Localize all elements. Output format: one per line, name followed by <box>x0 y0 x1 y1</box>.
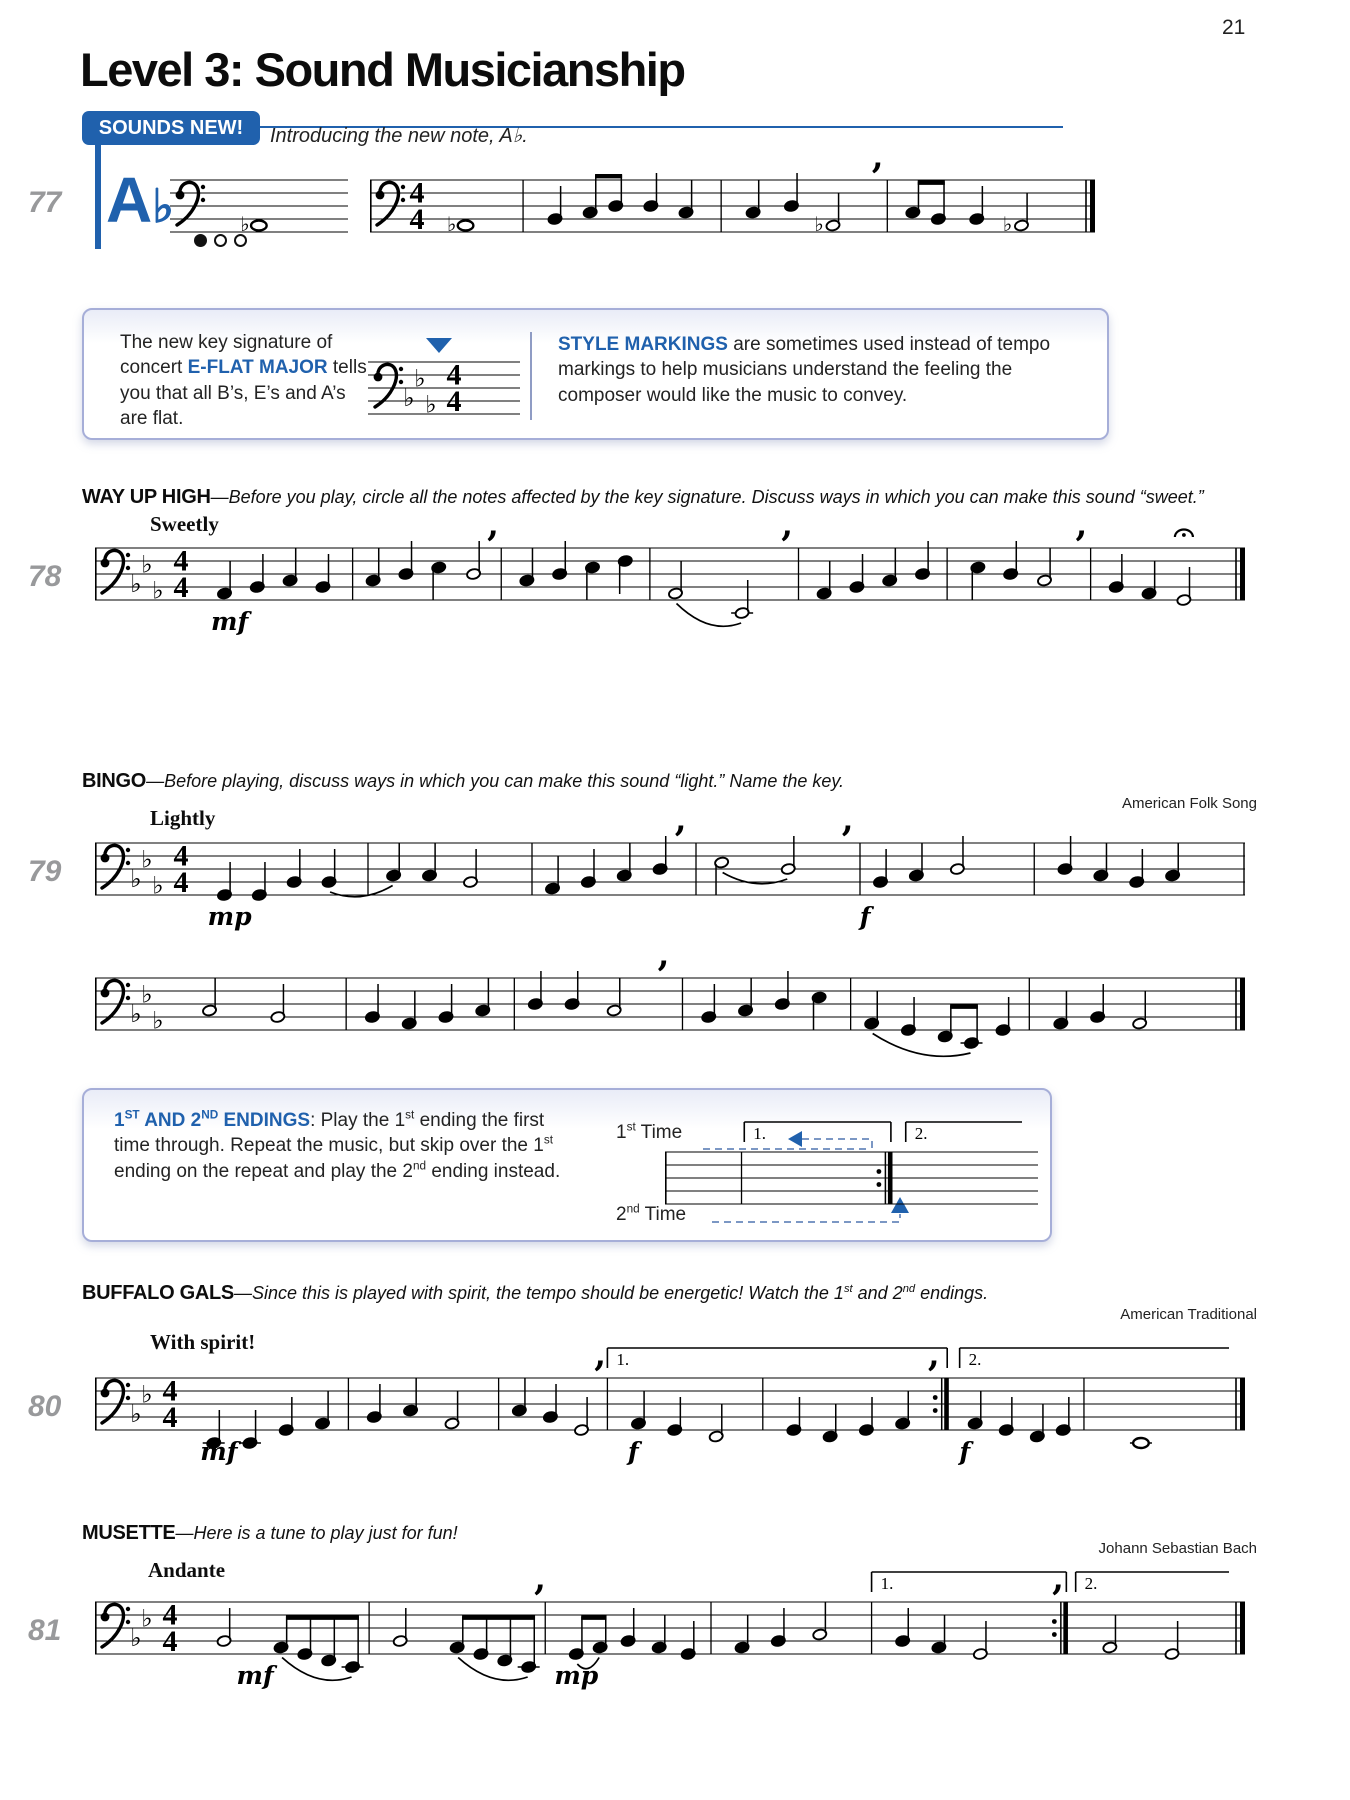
svg-text:f: f <box>959 1437 971 1466</box>
music-system-ex81 <box>95 1554 1245 1710</box>
music-system-ex79-line1 <box>95 795 1245 951</box>
b1-sup: st <box>405 1108 415 1122</box>
svg-text:,: , <box>781 505 794 545</box>
style-markings-highlight: STYLE MARKINGS <box>558 334 728 355</box>
b2-sup: st <box>543 1134 553 1148</box>
svg-text:1.: 1. <box>616 1350 630 1369</box>
style-markings-text <box>558 332 1086 408</box>
svg-text:4: 4 <box>173 839 189 873</box>
svg-text:♭: ♭ <box>403 384 415 412</box>
svg-text:,: , <box>1075 505 1088 545</box>
exercise-heading-80 <box>82 1282 1262 1305</box>
svg-text:♭: ♭ <box>152 576 164 605</box>
svg-text:,: , <box>871 137 884 177</box>
svg-text:mp: mp <box>207 902 252 931</box>
sounds-new-bracket <box>95 143 101 249</box>
page-title: Level 3: Sound Musicianship <box>80 43 685 96</box>
music-system-ex77-new-note-staff <box>170 132 348 288</box>
music-system-ex78 <box>95 500 1245 656</box>
b3-sup: nd <box>412 1159 427 1173</box>
style-markings-post: are sometimes used instead of tempo markings to help musicians understand the feeling the composer would like the music to convey. <box>558 334 1051 406</box>
exercise-heading-79 <box>82 770 1262 793</box>
svg-text:♭: ♭ <box>1002 212 1013 236</box>
svg-text:♭: ♭ <box>141 980 153 1009</box>
svg-text:♭: ♭ <box>130 1400 142 1428</box>
exercise-instruction: —Before playing, discuss ways in which you can make this sound “light.” Name the key. <box>146 771 845 791</box>
svg-text:4: 4 <box>446 358 462 392</box>
svg-text:1.: 1. <box>880 1574 894 1593</box>
svg-text:mf: mf <box>211 607 249 636</box>
music-system-ex80 <box>95 1330 1245 1486</box>
svg-text:♭: ♭ <box>152 1006 164 1035</box>
b2: ending the first time through. Repeat the music, but skip over the 1 <box>114 1110 545 1157</box>
h2-sup: ND <box>201 1108 219 1122</box>
svg-text:♭: ♭ <box>814 212 824 236</box>
endings-highlight <box>114 1110 310 1131</box>
new-note-label <box>106 164 174 236</box>
key-name-highlight: E-FLAT MAJOR <box>187 357 328 379</box>
svg-text:4: 4 <box>409 176 425 210</box>
svg-text:♭: ♭ <box>152 871 164 900</box>
svg-text:♭: ♭ <box>425 390 437 419</box>
music-system-ex79-line2 <box>95 930 1245 1086</box>
svg-text:,: , <box>1052 1559 1064 1599</box>
svg-text:♭: ♭ <box>130 1624 142 1652</box>
svg-text:,: , <box>534 1559 546 1599</box>
svg-text:4: 4 <box>162 1625 178 1658</box>
exercise-number-79: 79 <box>28 855 62 888</box>
svg-text:,: , <box>657 935 670 975</box>
svg-text:♭: ♭ <box>141 1380 153 1409</box>
svg-text:,: , <box>927 1335 940 1375</box>
tempo-marking-80: With spirit! <box>150 1330 256 1354</box>
svg-text:4: 4 <box>409 203 425 236</box>
exercise-title: BINGO <box>82 770 147 792</box>
exercise-instruction: —Here is a tune to play just for fun! <box>175 1523 458 1543</box>
svg-text:♭: ♭ <box>130 570 142 598</box>
exercise-number-80: 80 <box>28 1390 62 1423</box>
svg-text:4: 4 <box>162 1374 178 1408</box>
key-text-post: tells you that all B’s, E’s and A’s are flat. <box>120 357 367 430</box>
exercise-title: MUSETTE <box>82 1522 176 1544</box>
svg-text:2.: 2. <box>968 1350 982 1369</box>
page-number: 21 <box>1222 16 1246 39</box>
music-system-ex77-main <box>370 132 1095 288</box>
svg-text:f: f <box>627 1437 639 1466</box>
svg-text:4: 4 <box>162 1598 178 1632</box>
i1: —Since this is played with spirit, the tempo should be energetic! Watch the 1 <box>233 1283 844 1303</box>
exercise-title: BUFFALO GALS <box>82 1282 234 1304</box>
sounds-new-badge: SOUNDS NEW! <box>82 111 260 145</box>
svg-text:f: f <box>859 902 871 931</box>
svg-text:♭: ♭ <box>141 1604 153 1633</box>
exercise-instruction: —Before you play, circle all the notes affected by the key signature. Discuss ways in which you can make this sound “sweet.” <box>210 487 1204 507</box>
svg-text:2.: 2. <box>1084 1574 1098 1593</box>
svg-text:4: 4 <box>173 544 189 578</box>
key-text-pre: The new key signature of concert <box>120 332 333 379</box>
svg-text:♭: ♭ <box>130 865 142 893</box>
t1: 1 <box>616 1122 627 1143</box>
svg-text:4: 4 <box>446 385 462 418</box>
svg-text:1.: 1. <box>753 1124 767 1143</box>
song-credit-80: American Traditional <box>1120 1306 1257 1323</box>
note-letter: A <box>106 164 153 236</box>
key-signature-text <box>120 330 372 432</box>
svg-text:♭: ♭ <box>414 364 426 393</box>
svg-text:2.: 2. <box>914 1124 928 1143</box>
svg-text:♭: ♭ <box>141 845 153 874</box>
svg-text:,: , <box>841 800 854 840</box>
t1b: Time <box>635 1122 683 1143</box>
b3: ending on the repeat and play the 2 <box>114 1160 413 1182</box>
exercise-number-77: 77 <box>28 186 62 219</box>
b1: : Play the 1 <box>310 1110 406 1131</box>
exercise-title: WAY UP HIGH <box>82 486 211 508</box>
i3: endings. <box>915 1283 989 1303</box>
exercise-number-81: 81 <box>28 1614 62 1647</box>
tempo-marking-79: Lightly <box>150 806 216 830</box>
music-system-endings-diagram-staff <box>665 1104 1038 1260</box>
svg-text:♭: ♭ <box>141 550 153 579</box>
svg-text:♭: ♭ <box>446 212 457 236</box>
t1-sup: st <box>626 1120 636 1134</box>
exercise-number-78: 78 <box>28 560 62 593</box>
svg-text:4: 4 <box>173 866 189 899</box>
flat-sign: ♭ <box>152 180 174 232</box>
sounds-new-intro: Introducing the new note, A♭. <box>270 125 528 147</box>
svg-text:♭: ♭ <box>130 1000 142 1028</box>
h1: 1 <box>114 1110 125 1131</box>
music-system-info-box-staff <box>368 314 520 470</box>
endings-text <box>114 1108 574 1184</box>
svg-text:,: , <box>674 800 687 840</box>
info-box-divider <box>530 332 532 420</box>
i2: and 2 <box>852 1283 903 1303</box>
svg-text:4: 4 <box>162 1401 178 1434</box>
i1-sup: st <box>843 1283 853 1295</box>
t2b: Time <box>639 1204 687 1225</box>
song-credit-81: Johann Sebastian Bach <box>1098 1540 1257 1557</box>
svg-text:,: , <box>487 505 499 545</box>
h1-sup: ST <box>124 1108 140 1122</box>
svg-text:mf: mf <box>236 1661 274 1690</box>
song-credit-79: American Folk Song <box>1121 795 1257 812</box>
tempo-marking-81: Andante <box>148 1558 226 1582</box>
t2: 2 <box>616 1204 627 1225</box>
svg-text:,: , <box>594 1335 607 1375</box>
tempo-marking-78: Sweetly <box>150 512 219 536</box>
key-signature-info-box <box>82 308 1109 440</box>
svg-text:4: 4 <box>173 571 189 604</box>
svg-text:mp: mp <box>554 1661 599 1690</box>
h2: AND 2 <box>139 1110 202 1131</box>
svg-text:♭: ♭ <box>240 212 250 236</box>
h3: ENDINGS <box>218 1110 311 1131</box>
b4: ending instead. <box>426 1160 561 1182</box>
i2-sup: nd <box>902 1283 916 1295</box>
exercise-instruction <box>234 1283 988 1303</box>
t2-sup: nd <box>626 1202 640 1216</box>
svg-text:mf: mf <box>200 1437 238 1466</box>
